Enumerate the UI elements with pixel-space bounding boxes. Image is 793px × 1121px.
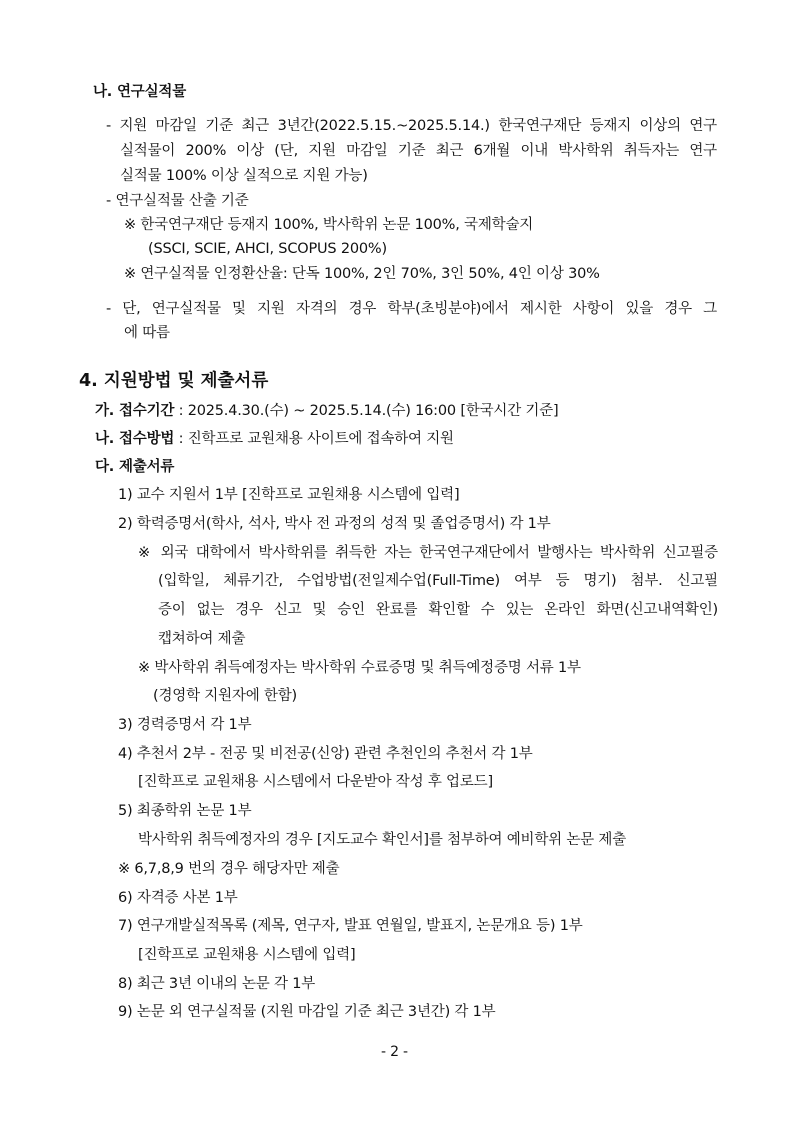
doc-item-2-note-1-line-2: (입학일, 체류기간, 수업방법(전일제수업(Full-Time) 여부 등 명기) 첨부. 신고필 (158, 573, 718, 589)
doc-item-5-sub: 박사학위 취득예정자의 경우 [지도교수 확인서]를 첨부하여 예비학위 논문 제출 (138, 832, 627, 848)
doc-item-2-note-1-line-3: 증이 없는 경우 신고 및 승인 완료를 확인할 수 있는 온라인 화면(신고내역확인) (158, 602, 718, 618)
research-requirement-line-1: - 지원 마감일 기준 최근 3년간(2022.5.15.~2025.5.14.) 한국연구재단 등재지 이상의 연구 (106, 118, 717, 134)
doc-item-8: 8) 최근 3년 이내의 논문 각 1부 (118, 976, 316, 992)
doc-item-4-sub: [진학프로 교원채용 시스템에서 다운받아 작성 후 업로드] (138, 774, 493, 790)
section-4-title: 4. 지원방법 및 제출서류 (79, 371, 269, 391)
doc-item-5: 5) 최종학위 논문 1부 (118, 803, 252, 819)
research-requirement-line-3: 실적물 100% 이상 실적으로 지원 가능) (120, 168, 368, 184)
application-method (95, 429, 454, 449)
page-number: - 2 - (381, 1044, 408, 1060)
doc-item-2-note-1-line-4: 캡쳐하여 제출 (158, 631, 246, 647)
research-output-heading: 나. 연구실적물 (93, 84, 186, 100)
doc-item-7-sub: [진학프로 교원채용 시스템에 입력] (138, 947, 356, 963)
doc-items-6-9-note: ※ 6,7,8,9 번의 경우 해당자만 제출 (118, 861, 340, 877)
application-period-label: 가. 접수기간 (95, 403, 175, 419)
research-extra-line-2: 에 따름 (124, 325, 170, 341)
doc-item-6: 6) 자격증 사본 1부 (118, 890, 238, 906)
doc-item-7: 7) 연구개발실적목록 (제목, 연구자, 발표 연월일, 발표지, 논문개요 등) 1부 (118, 918, 583, 934)
doc-item-4: 4) 추천서 2부 - 전공 및 비전공(신앙) 관련 추천인의 추천서 각 1부 (118, 746, 533, 762)
doc-item-3: 3) 경력증명서 각 1부 (118, 717, 252, 733)
doc-item-9: 9) 논문 외 연구실적물 (지원 마감일 기준 최근 3년간) 각 1부 (118, 1004, 496, 1020)
research-calc-criteria-title: - 연구실적물 산출 기준 (106, 193, 249, 209)
doc-item-2-note-2-line-2: (경영학 지원자에 한함) (153, 688, 297, 704)
application-method-label: 나. 접수방법 (95, 431, 175, 447)
doc-item-1: 1) 교수 지원서 1부 [진학프로 교원채용 시스템에 입력] (118, 487, 460, 503)
doc-item-2-note-2-line-1: ※ 박사학위 취득예정자는 박사학위 수료증명 및 취득예정증명 서류 1부 (138, 660, 581, 676)
application-period (95, 401, 559, 421)
doc-item-2-note-1-line-1: ※ 외국 대학에서 박사학위를 취득한 자는 한국연구재단에서 발행사는 박사학위 신고필증 (138, 545, 718, 561)
research-requirement-line-2: 실적물이 200% 이상 (단, 지원 마감일 기준 최근 6개월 이내 박사학위 취득자는 연구 (120, 143, 717, 159)
doc-item-2: 2) 학력증명서(학사, 석사, 박사 전 과정의 성적 및 졸업증명서) 각 1부 (118, 516, 551, 532)
research-calc-note-1-line-2: (SSCI, SCIE, AHCI, SCOPUS 200%) (148, 241, 387, 257)
application-period-value: : 2025.4.30.(수) ~ 2025.5.14.(수) 16:00 [한국시간 기준] (174, 403, 559, 419)
submission-docs-title: 다. 제출서류 (95, 459, 175, 475)
research-calc-note-2: ※ 연구실적물 인정환산율: 단독 100%, 2인 70%, 3인 50%, 4인 이상 30% (124, 266, 600, 282)
research-calc-note-1-line-1: ※ 한국연구재단 등재지 100%, 박사학위 논문 100%, 국제학술지 (124, 217, 534, 233)
research-extra-line-1: - 단, 연구실적물 및 지원 자격의 경우 학부(초빙분야)에서 제시한 사항이 있을 경우 그 (106, 301, 717, 317)
application-method-value: : 진학프로 교원채용 사이트에 접속하여 지원 (174, 431, 454, 447)
